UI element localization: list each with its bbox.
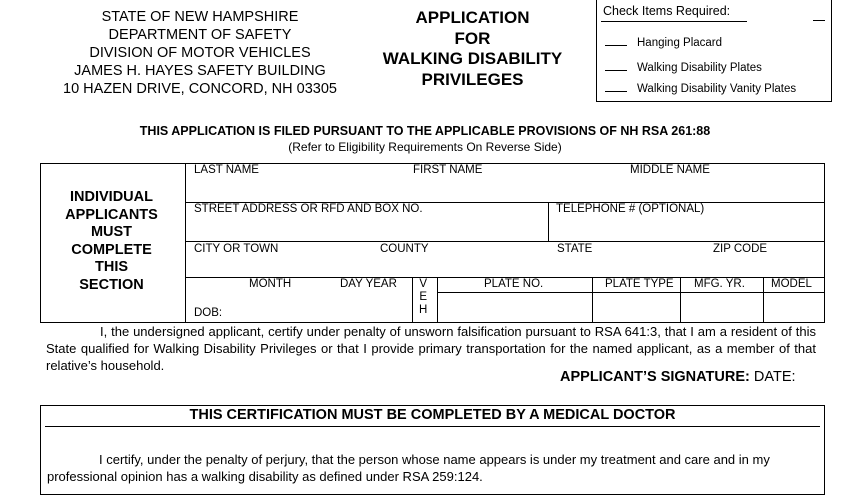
medical-certification-text: I certify, under the penalty of perjury, that the person whose name appears is under my treatment and care and in my professional opinion has a walking disability as defined under RSA 259:124. bbox=[47, 452, 770, 484]
heading-line: THIS bbox=[94, 259, 129, 275]
divider bbox=[185, 241, 825, 242]
title-line: APPLICATION bbox=[415, 8, 530, 27]
agency-line: 10 HAZEN DRIVE, CONCORD, NH 03305 bbox=[63, 81, 337, 97]
date-label: DATE: bbox=[753, 369, 796, 385]
divider bbox=[412, 277, 413, 323]
plate-type-field[interactable]: PLATE TYPE bbox=[605, 278, 674, 290]
agency-line: JAMES H. HAYES SAFETY BUILDING bbox=[74, 63, 326, 79]
dob-day-year-field[interactable]: DAY YEAR bbox=[340, 278, 397, 290]
medical-section-title: THIS CERTIFICATION MUST BE COMPLETED BY A MEDICAL DOCTOR bbox=[189, 407, 676, 423]
heading-line: SECTION bbox=[79, 276, 144, 293]
divider bbox=[45, 426, 820, 427]
veh-letter: V bbox=[419, 278, 427, 290]
divider bbox=[437, 277, 438, 323]
check-item-hanging-placard[interactable] bbox=[605, 37, 722, 49]
heading-line: INDIVIDUAL bbox=[70, 189, 153, 205]
check-blank[interactable] bbox=[605, 45, 627, 46]
street-address-field[interactable]: STREET ADDRESS OR RFD AND BOX NO. bbox=[194, 203, 423, 215]
telephone-field[interactable]: TELEPHONE # (OPTIONAL) bbox=[556, 203, 705, 215]
check-blank[interactable] bbox=[605, 91, 627, 92]
divider bbox=[813, 20, 825, 21]
check-blank[interactable] bbox=[605, 70, 627, 71]
divider bbox=[185, 163, 186, 323]
check-item-label: Walking Disability Plates bbox=[637, 62, 762, 74]
applicant-certification-text: I, the undersigned applicant, certify under penalty of unsworn falsification pursuant to RSA 641:3, that I am a resident of this State qualified for Walking Disability Privileges or that I provide primary transportation for the named applicant, as a member of that relative’s household. bbox=[46, 324, 816, 373]
mfg-year-field[interactable]: MFG. YR. bbox=[694, 278, 745, 290]
first-name-field[interactable]: FIRST NAME bbox=[413, 164, 483, 176]
check-item-label: Hanging Placard bbox=[637, 37, 723, 49]
middle-name-field[interactable]: MIDDLE NAME bbox=[630, 164, 710, 176]
check-items-box bbox=[596, 0, 832, 102]
agency-line: DIVISION OF MOTOR VEHICLES bbox=[89, 45, 311, 61]
heading-line: APPLICANTS bbox=[65, 206, 158, 223]
title-line: WALKING DISABILITY bbox=[382, 49, 563, 68]
divider bbox=[601, 21, 747, 22]
applicant-section-heading bbox=[40, 189, 183, 294]
veh-letter: E bbox=[419, 291, 427, 303]
check-item-vanity-plates[interactable] bbox=[605, 83, 796, 95]
veh-letter: H bbox=[419, 304, 428, 316]
veh-label bbox=[419, 278, 427, 317]
statute-line: THIS APPLICATION IS FILED PURSUANT TO THE APPLICABLE PROVISIONS OF NH RSA 261:88 bbox=[139, 124, 711, 138]
heading-line: MUST bbox=[90, 224, 133, 240]
agency-line: DEPARTMENT OF SAFETY bbox=[108, 27, 292, 43]
check-item-label: Walking Disability Vanity Plates bbox=[637, 83, 797, 95]
signature-label: APPLICANT’S SIGNATURE: bbox=[560, 369, 750, 385]
title-line: PRIVILEGES bbox=[421, 69, 524, 89]
signature-line[interactable] bbox=[560, 369, 796, 385]
title-line: FOR bbox=[454, 28, 491, 48]
county-field[interactable]: COUNTY bbox=[380, 243, 429, 255]
state-field[interactable]: STATE bbox=[557, 243, 593, 255]
refer-line: (Refer to Eligibility Requirements On Reverse Side) bbox=[288, 140, 562, 154]
agency-line: STATE OF NEW HAMPSHIRE bbox=[101, 9, 299, 25]
dob-label: DOB: bbox=[194, 307, 223, 319]
heading-line: COMPLETE bbox=[71, 241, 152, 258]
form-title bbox=[360, 8, 585, 90]
agency-header bbox=[30, 8, 370, 98]
divider bbox=[763, 277, 764, 323]
divider bbox=[437, 292, 825, 293]
divider bbox=[592, 277, 593, 323]
dob-month-field[interactable]: MONTH bbox=[249, 278, 292, 290]
zip-field[interactable]: ZIP CODE bbox=[713, 243, 768, 255]
city-field[interactable]: CITY OR TOWN bbox=[194, 243, 279, 255]
check-items-header: Check Items Required: bbox=[603, 4, 731, 18]
divider bbox=[680, 277, 681, 323]
plate-no-field[interactable]: PLATE NO. bbox=[484, 278, 544, 290]
check-item-plates[interactable] bbox=[605, 62, 762, 74]
last-name-field[interactable]: LAST NAME bbox=[194, 164, 259, 176]
divider bbox=[548, 202, 549, 241]
model-field[interactable]: MODEL bbox=[771, 278, 812, 290]
